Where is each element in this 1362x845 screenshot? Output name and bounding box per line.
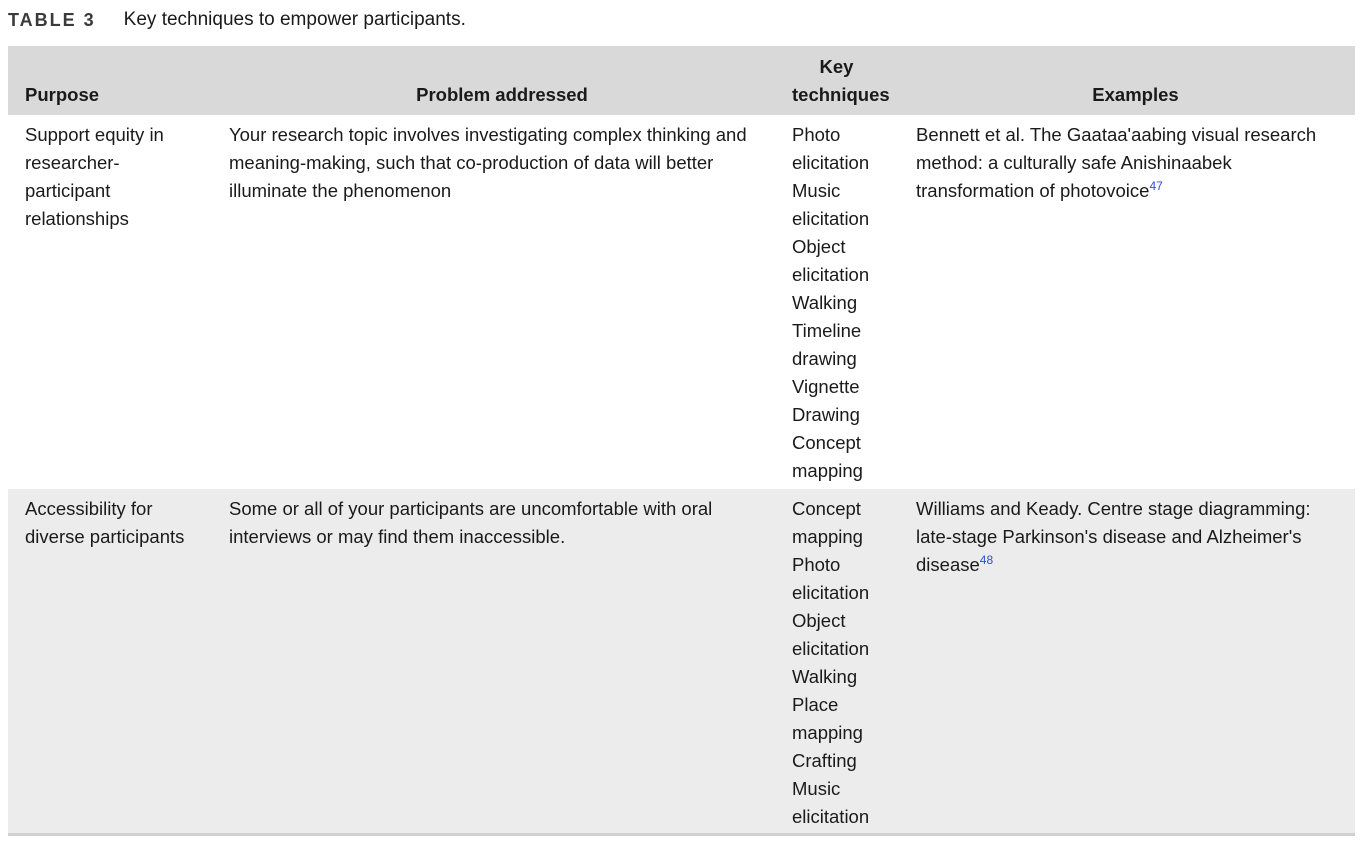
- header-problem-addressed: Problem addressed: [416, 84, 588, 105]
- header-examples: Examples: [1092, 84, 1179, 105]
- technique-item: Timeline drawing: [792, 320, 862, 369]
- technique-item: Object elicitation: [792, 610, 870, 659]
- cell-problem: Some or all of your participants are uncomfortable with oral interviews or may find them inaccessible.: [212, 489, 775, 835]
- cell-techniques: [775, 489, 899, 835]
- technique-item: Walking: [792, 292, 858, 313]
- techniques-table: [8, 46, 1355, 836]
- table-label: TABLE 3: [8, 9, 96, 30]
- technique-item: Music elicitation: [792, 180, 870, 229]
- header-row: [8, 46, 1355, 115]
- header-key-line2: techniques: [792, 84, 890, 105]
- technique-item: Concept mapping: [792, 498, 863, 547]
- table-body: [8, 115, 1355, 835]
- technique-item: Music elicitation: [792, 778, 870, 827]
- technique-item: Object elicitation: [792, 236, 870, 285]
- example-text: Bennett et al. The Gaataa'aabing visual research method: a culturally safe Anishinaabek transformation of photovoice: [916, 124, 1317, 201]
- table-row: [8, 115, 1355, 489]
- cell-example: [899, 489, 1355, 835]
- table-title: Key techniques to empower participants.: [123, 9, 466, 30]
- cell-purpose: Accessibility for diverse participants: [8, 489, 212, 835]
- reference-link[interactable]: 47: [1149, 179, 1163, 193]
- technique-item: Photo elicitation: [792, 554, 870, 603]
- table-row: [8, 489, 1355, 835]
- technique-item: Drawing: [792, 404, 860, 425]
- cell-problem: Your research topic involves investigating complex thinking and meaning-making, such that co-production of data will better illuminate the phenomenon: [229, 124, 747, 201]
- technique-item: Concept mapping: [792, 432, 863, 481]
- header-key-techniques: [775, 46, 899, 115]
- table-caption: [8, 6, 466, 34]
- cell-techniques: [775, 115, 899, 489]
- header-key-line1: Key: [819, 56, 854, 77]
- cell-example: [899, 115, 1355, 489]
- table-header: [8, 46, 1355, 115]
- example-text: Williams and Keady. Centre stage diagramming: late-stage Parkinson's disease and Alzheimer's disease: [916, 498, 1311, 575]
- technique-item: Crafting: [792, 750, 857, 771]
- technique-item: Photo elicitation: [792, 124, 870, 173]
- technique-item: Place mapping: [792, 694, 863, 743]
- header-purpose: Purpose: [25, 84, 100, 105]
- technique-item: Walking: [792, 666, 858, 687]
- cell-purpose: Support equity in researcher-participant relationships: [25, 124, 164, 229]
- technique-item: Vignette: [792, 376, 860, 397]
- reference-link[interactable]: 48: [979, 553, 994, 567]
